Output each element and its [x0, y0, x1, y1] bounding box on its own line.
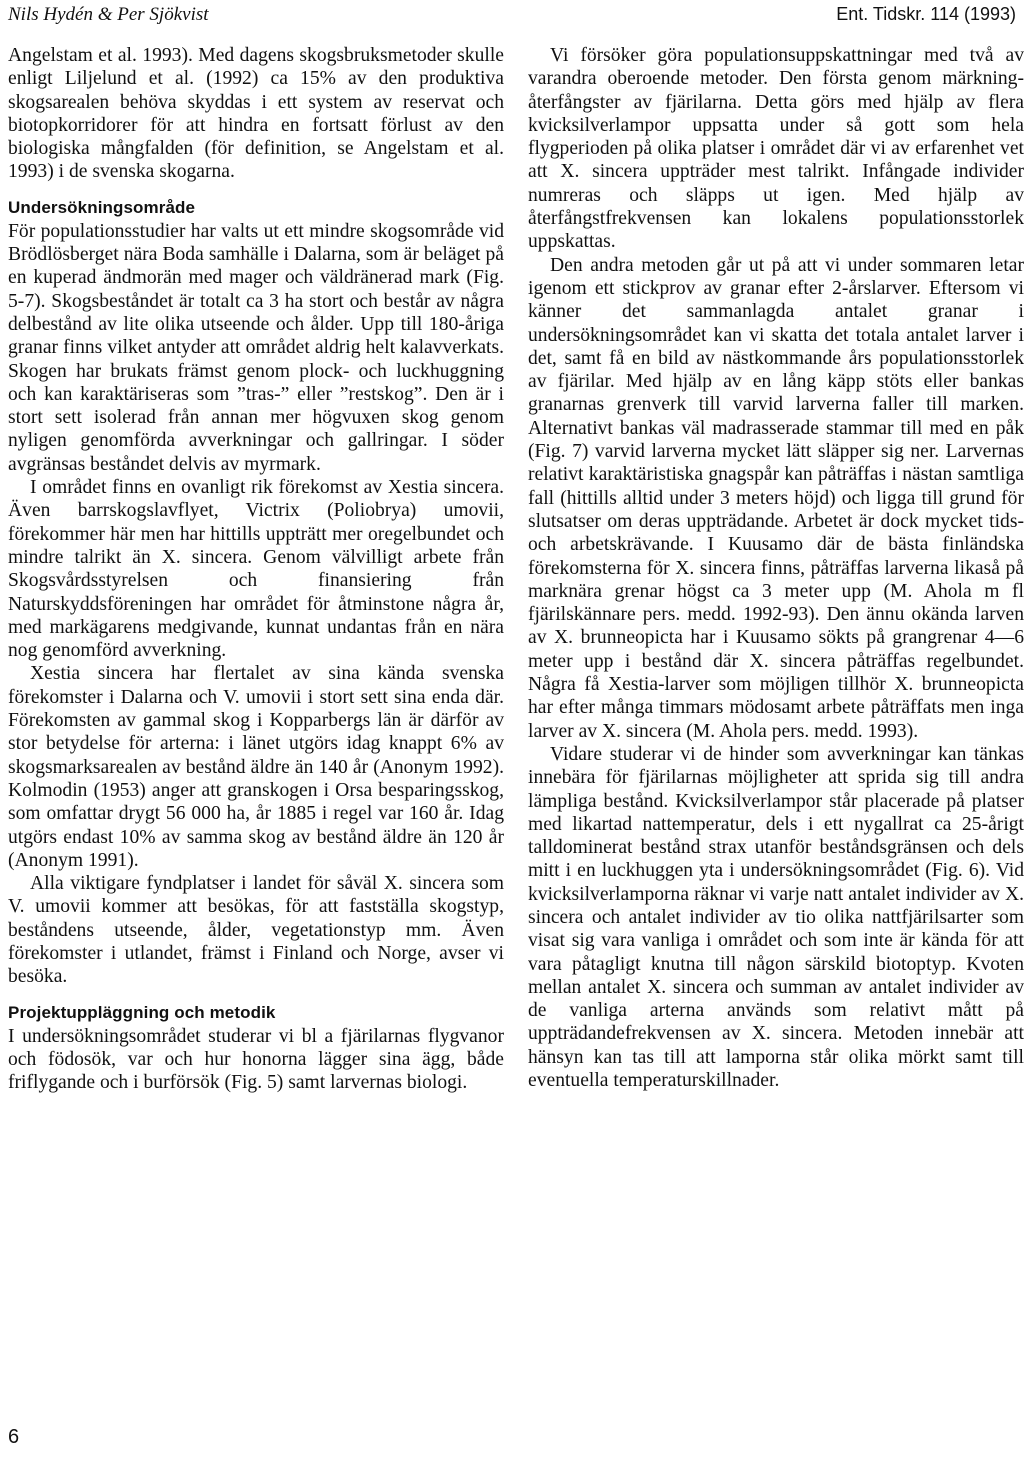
right-column	[528, 44, 1024, 1092]
section-heading: Undersökningsområde	[8, 197, 196, 217]
header-authors: Nils Hydén & Per Sjökvist	[8, 4, 209, 25]
paragraph: Den andra metoden går ut på att vi under sommaren letar igenom ett stickprov av granar efter 2-årslarver. Eftersom vi känner det sammanlagda antalet granar i undersökningsområdet kan vi skatta det totala antalet larver i det, samt få en bild av nästkommande års populationsstorlek av fjärilar. Med hjälp av en lång käpp stöts eller bankas granarnas grenverk till varvid larverna faller till marken. Alternativt bankas väl madrasserade stammar till med en påk (Fig. 7) varvid larverna mycket lätt släpper sig ner. Larvernas relativt karaktäristiska gnagspår kan påträffas i nästan samtliga fall (hittills alltid under 3 meters höjd) och ligga till grund för slutsatser om deras uppträdande. Arbetet är dock mycket tids- och arbetskrävande. I Kuusamo där de bästa finländska förekomsterna för X. sincera finns, påträffas larverna likaså på marknära grenar högst ca 3 meter upp (M. Ahola m fl fjärilskännare pers. medd. 1992-93). Den ännu okända larven av X. brunneopicta har i Kuusamo sökts på grangrenar 4—6 meter upp i bestånd där X. sincera påträffas regelbundet. Några få Xestia-larver som möjligen tillhör X. brunneopicta har efter många timmars mödosamt arbete påträffats men inga larver av X. sincera (M. Ahola pers. medd. 1993).	[528, 254, 1024, 742]
paragraph: I området finns en ovanligt rik förekomst av Xestia sincera. Även barrskogslavflyet, Victrix (Poliobrya) umovii, förekommer här men har hittills uppträtt mer oregelbundet och mindre talrikt än X. sincera. Genom välvilligt arbete från Skogsvårdsstyrelsen och finansiering från Naturskyddsföreningen har området för åtminstone några år, med markägarens medgivande, kunnat undantas från en nära nog genomförd avverkning.	[8, 477, 504, 662]
section-heading: Projektuppläggning och metodik	[8, 1002, 276, 1022]
paragraph: Alla viktigare fyndplatser i landet för såväl X. sincera som V. umovii kommer att besökas, för att fastställa skogstyp, beståndens utseende, ålder, vegetationstyp mm. Även förekomster i utlandet, främst i Finland och Norge, avser vi besöka.	[8, 873, 504, 988]
paragraph: Xestia sincera har flertalet av sina kända svenska förekomster i Dalarna och V. umovii i stort sett sina enda där. Förekomsten av gammal skog i Kopparbergs län är därför av stor betydelse för arterna: i länet utgörs idag knappt 6% av skogsmarksarealen av bestånd äldre än 140 år (Anonym 1992). Kolmodin (1953) anger att granskogen i Orsa besparingsskog, som omfattar drygt 56 000 ha, år 1885 i regel var 160 år. Idag utgörs endast 10% av samma skog av bestånd äldre än 120 år (Anonym 1991).	[8, 663, 504, 871]
header-journal: Ent. Tidskr. 114 (1993)	[836, 4, 1016, 24]
paragraph: I undersökningsområdet studerar vi bl a fjärilarnas flygvanor och födosök, var och hur honorna lägger sina ägg, både friflygande och i burförsök (Fig. 5) samt larvernas biologi.	[8, 1025, 504, 1094]
paragraph: Vi försöker göra populationsuppskattningar med två av varandra oberoende metoder. Den första genom märkning-återfångster av fjärilarna. Detta görs med hjälp av flera kvicksilverlampor uppsatta under så gott som hela flygperioden på olika platser i området där vi av erfarenhet vet att X. sincera uppträder mest talrikt. Infångade individer numreras och släpps ut igen. Med hjälp av återfångstfrekvensen kan lokalens populationsstorlek uppskattas.	[528, 45, 1024, 253]
running-header	[8, 4, 1016, 30]
page-number: 6	[8, 1426, 20, 1448]
paragraph: För populationsstudier har valts ut ett mindre skogsområde vid Brödlösberget nära Boda samhälle i Dalarna, som är beläget på en kuperad ändmorän med mager och väldränerad mark (Fig. 5-7). Skogsbeståndet är totalt ca 3 ha stort och består av några delbestånd av lite olika utseende och ålder. Upp till 180-åriga granar finns vilket antyder att området aldrig helt kalavverkats. Skogen har brukats främst genom plock- och luckhuggning och kan karaktäriseras som ”tras-” eller ”restskog”. Den är i stort sett isolerad från annan mer högvuxen skog genom nyligen genomförda avverkningar och gallringar. I söder avgränsas beståndet delvis av myrmark.	[8, 220, 504, 475]
paragraph: Angelstam et al. 1993). Med dagens skogsbruksmetoder skulle enligt Liljelund et al. (1992) ca 15% av den produktiva skogsarealen behöva skyddas i ett system av reservat och biotopkorridorer för att hindra en fortsatt förlust av den biologiska mångfalden (för definition, se Angelstam et al. 1993) i de svenska skogarna.	[8, 45, 504, 183]
paragraph: Vidare studerar vi de hinder som avverkningar kan tänkas innebära för fjärilarnas möjligheter att sprida sig till andra lämpliga bestånd. Kvicksilverlampor står placerade på platser med likartad nattemperatur, dels i ett nygallrat ca 25-årigt talldominerat bestånd strax utanför beståndsgränsen och dels mitt i en luckhuggen yta i undersökningsområdet (Fig. 6). Vid kvicksilverlamporna räknar vi varje natt antalet individer av X. sincera och antalet individer av tio olika nattfjärilsarter som visat sig vara vanliga i området och som inte är kända för att vara påtagligt knutna till någon särskild biotoptyp. Kvoten mellan antalet X. sincera och summan av antalet individer av de vanliga arterna används som relativt mått på uppträdandefrekvensen av X. sincera. Metoden innebär att hänsyn kan tas till att lamporna står olika mörkt samt till eventuella temperaturskillnader.	[528, 743, 1024, 1092]
left-column	[8, 44, 504, 1094]
